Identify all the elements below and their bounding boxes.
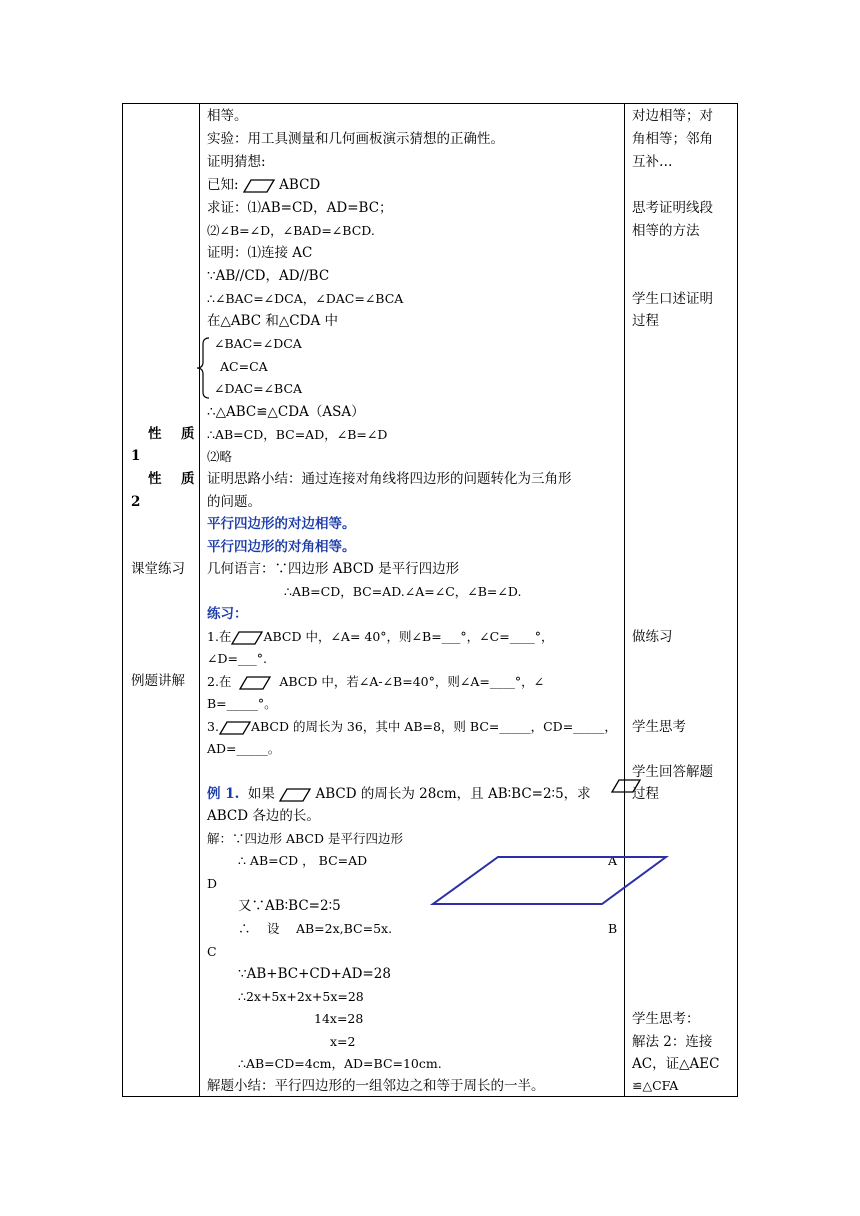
column-divider-left bbox=[199, 104, 200, 1096]
given-suffix: ABCD bbox=[279, 177, 321, 193]
vertex-label: D bbox=[207, 876, 218, 891]
property-1-number: 1 bbox=[131, 448, 141, 464]
solution-line: x=2 bbox=[330, 1034, 356, 1049]
exercise-3 bbox=[207, 719, 617, 735]
brace-line: AC=CA bbox=[220, 359, 268, 374]
example-1-prefix: 如果 bbox=[247, 786, 275, 802]
solution-line: ∴2x+5x+2x+5x=28 bbox=[238, 989, 364, 1004]
note-line: AC，证△AEC bbox=[632, 1056, 720, 1072]
column-divider-right bbox=[624, 104, 625, 1096]
text-line: 的问题。 bbox=[207, 494, 261, 510]
text-line: 在△ABC 和△CDA 中 bbox=[207, 313, 338, 329]
parallelogram-symbol-icon bbox=[231, 631, 263, 645]
vertex-label: A bbox=[608, 853, 618, 868]
exercise-3-text: ABCD 的周长为 36，其中 AB=8，则 BC=_____，CD=_____， bbox=[250, 719, 617, 734]
practice-label: 课堂练习 bbox=[131, 561, 185, 577]
property-2-number: 2 bbox=[131, 494, 141, 510]
parallelogram-symbol-icon bbox=[239, 676, 271, 690]
note-line: 学生口述证明 bbox=[632, 291, 713, 307]
brace-icon bbox=[196, 336, 210, 400]
note-line: 相等的方法 bbox=[632, 223, 700, 239]
example-label: 例题讲解 bbox=[131, 673, 185, 689]
note-line: 学生回答解题 bbox=[632, 764, 713, 780]
text-line: ⑵∠B=∠D，∠BAD=∠BCD. bbox=[207, 223, 375, 238]
text-line: ⑵略 bbox=[207, 449, 233, 464]
exercise-2-prefix: 2.在 bbox=[207, 674, 232, 689]
note-line: 对边相等；对 bbox=[632, 108, 713, 124]
parallelogram-symbol-icon bbox=[219, 721, 251, 735]
solution-line: ∵AB+BC+CD+AD=28 bbox=[238, 966, 391, 982]
note-line: 过程 bbox=[632, 786, 659, 802]
note-line: 过程 bbox=[632, 313, 659, 329]
solution-line: 14x=28 bbox=[314, 1011, 364, 1026]
given-prefix: 已知: bbox=[207, 177, 239, 193]
vertex-label: B bbox=[608, 921, 618, 936]
parallelogram-diagram bbox=[430, 855, 670, 907]
property-statement: 平行四边形的对角相等。 bbox=[207, 539, 356, 555]
solution-line: ∴ AB=CD ， BC=AD bbox=[238, 853, 368, 868]
note-line: 学生思考： bbox=[632, 1011, 700, 1027]
note-line: 做练习 bbox=[632, 629, 673, 645]
note-line: 学生思考 bbox=[632, 719, 686, 735]
exercise-1-text: ABCD 中，∠A= 40°，则∠B=___°，∠C=____°， bbox=[263, 629, 554, 644]
example-1-label: 例 1. bbox=[207, 786, 240, 802]
text-line: 求证：⑴AB=CD，AD=BC； bbox=[207, 200, 393, 216]
text-line: ∴AB=CD，BC=AD，∠B=∠D bbox=[207, 427, 388, 442]
solution-line: 解：∵四边形 ABCD 是平行四边形 bbox=[207, 831, 403, 846]
brace-line: ∠DAC=∠BCA bbox=[214, 381, 303, 396]
exercise-3-prefix: 3. bbox=[207, 719, 219, 734]
summary-line: 解题小结：平行四边形的一组邻边之和等于周长的一半。 bbox=[207, 1078, 545, 1094]
exercise-2-text: ABCD 中，若∠A-∠B=40°，则∠A=____°，∠ bbox=[279, 674, 545, 689]
exercise-1-prefix: 1.在 bbox=[207, 629, 232, 644]
property-2-label: 性 质 bbox=[148, 471, 198, 487]
property-1-label: 性 质 bbox=[148, 426, 198, 442]
note-line: 思考证明线段 bbox=[632, 200, 713, 216]
exercise-2 bbox=[207, 674, 544, 690]
note-line: 角相等；邻角 bbox=[632, 131, 713, 147]
text-line: 证明：⑴连接 AC bbox=[207, 245, 313, 261]
solution-line: ∴AB=CD=4cm，AD=BC=10cm. bbox=[238, 1056, 442, 1071]
parallelogram-symbol-icon bbox=[279, 788, 311, 802]
text-line: 几何语言：∵四边形 ABCD 是平行四边形 bbox=[207, 561, 460, 577]
text-line: 证明猜想: bbox=[207, 154, 266, 170]
text-line: ∴AB=CD，BC=AD.∠A=∠C，∠B=∠D. bbox=[284, 584, 522, 599]
text-line: ABCD 各边的长。 bbox=[207, 808, 320, 824]
note-line: 互补… bbox=[632, 154, 673, 170]
exercise-title: 练习： bbox=[207, 606, 248, 622]
text-line: B=_____°。 bbox=[207, 696, 277, 711]
given-line bbox=[207, 177, 320, 193]
text-line: ∴∠BAC=∠DCA，∠DAC=∠BCA bbox=[207, 291, 404, 306]
text-line: 证明思路小结：通过连接对角线将四边形的问题转化为三角形 bbox=[207, 471, 572, 487]
brace-line: ∠BAC=∠DCA bbox=[214, 336, 302, 351]
property-statement: 平行四边形的对边相等。 bbox=[207, 516, 356, 532]
vertex-label: C bbox=[207, 944, 217, 959]
solution-line: ∴ 设 AB=2x,BC=5x. bbox=[238, 921, 393, 936]
exercise-1 bbox=[207, 629, 553, 645]
parallelogram-symbol-icon bbox=[243, 179, 275, 193]
text-line: ∴△ABC≌△CDA（ASA） bbox=[207, 404, 365, 420]
text-line: 相等。 bbox=[207, 108, 248, 124]
text-line: AD=_____。 bbox=[207, 741, 281, 756]
text-line: ∠D=___°. bbox=[207, 651, 267, 666]
text-line: 实验：用工具测量和几何画板演示猜想的正确性。 bbox=[207, 131, 504, 147]
example-1-text: ABCD 的周长为 28cm，且 AB∶BC=2∶5，求 bbox=[315, 786, 591, 802]
note-line: ≌△CFA bbox=[632, 1078, 679, 1093]
solution-line: 又∵AB∶BC=2∶5 bbox=[238, 898, 341, 914]
example-1 bbox=[207, 786, 591, 802]
text-line: ∵AB//CD，AD//BC bbox=[207, 268, 330, 284]
note-line: 解法 2：连接 bbox=[632, 1034, 713, 1050]
